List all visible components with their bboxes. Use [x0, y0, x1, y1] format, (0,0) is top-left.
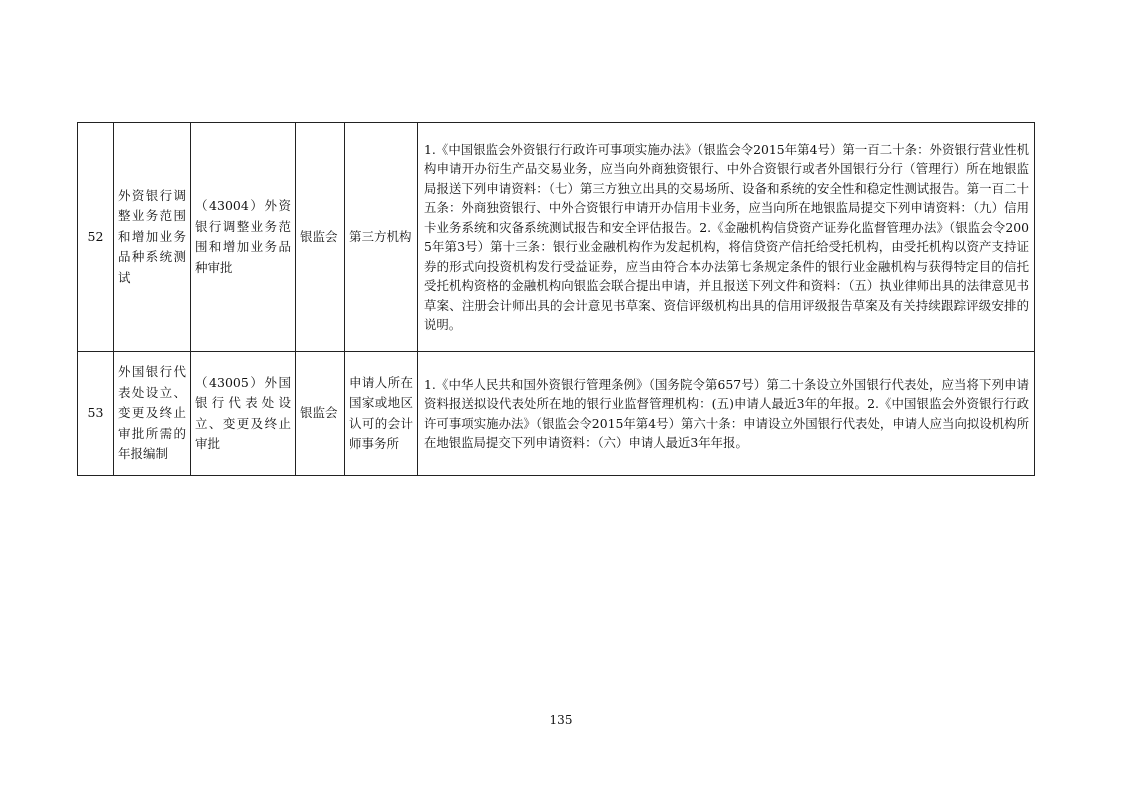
service-name: 外国银行代表处设立、变更及终止审批所需的年报编制	[114, 352, 191, 476]
service-provider: 第三方机构	[345, 123, 418, 352]
approval-matter: （43005）外国银行代表处设立、变更及终止审批	[191, 352, 296, 476]
approval-matter: （43004）外资银行调整业务范围和增加业务品种审批	[191, 123, 296, 352]
legal-basis: 1.《中国银监会外资银行行政许可事项实施办法》（银监会令2015年第4号）第一百二十条：外资银行营业性机构申请开办衍生产品交易业务，应当向外商独资银行、中外合资银行或者外国银行分行（管理行）所在地银监局报送下列申请资料：（七）第三方独立出具的交易场所、设备和系统的安全性和稳定性测试报告。第一百二十五条：外商独资银行、中外合资银行申请开办信用卡业务，应当向所在地银监局提交下列申请资料：（九）信用卡业务系统和灾备系统测试报告和安全评估报告。2.《金融机构信贷资产证券化监督管理办法》（银监会令2005年第3号）第十三条：银行业金融机构作为发起机构，将信贷资产信托给受托机构，由受托机构以资产支持证券的形式向投资机构发行受益证券，应当由符合本办法第七条规定条件的银行业金融机构与获得特定目的信托受托机构资格的金融机构向银监会联合提出申请，并且报送下列文件和资料：（五）执业律师出具的法律意见书草案、注册会计师出具的会计意见书草案、资信评级机构出具的信用评级报告草案及有关持续跟踪评级安排的说明。	[418, 123, 1035, 352]
legal-basis: 1.《中华人民共和国外资银行管理条例》（国务院令第657号）第二十条设立外国银行代表处，应当将下列申请资料报送拟设代表处所在地的银行业监督管理机构：(五)申请人最近3年的年报。2.《中国银监会外资银行行政许可事项实施办法》（银监会令2015年第4号）第六十条：申请设立外国银行代表处，申请人应当向拟设机构所在地银监局提交下列申请资料：（六）申请人最近3年年报。	[418, 352, 1035, 476]
page-number: 135	[549, 713, 573, 727]
table-row	[78, 352, 1035, 476]
service-provider: 申请人所在国家或地区认可的会计师事务所	[345, 352, 418, 476]
approval-department: 银监会	[296, 123, 345, 352]
service-table	[77, 122, 1035, 476]
approval-department: 银监会	[296, 352, 345, 476]
row-number: 53	[78, 352, 114, 476]
service-name: 外资银行调整业务范围和增加业务品种系统测试	[114, 123, 191, 352]
row-number: 52	[78, 123, 114, 352]
table-row	[78, 123, 1035, 352]
